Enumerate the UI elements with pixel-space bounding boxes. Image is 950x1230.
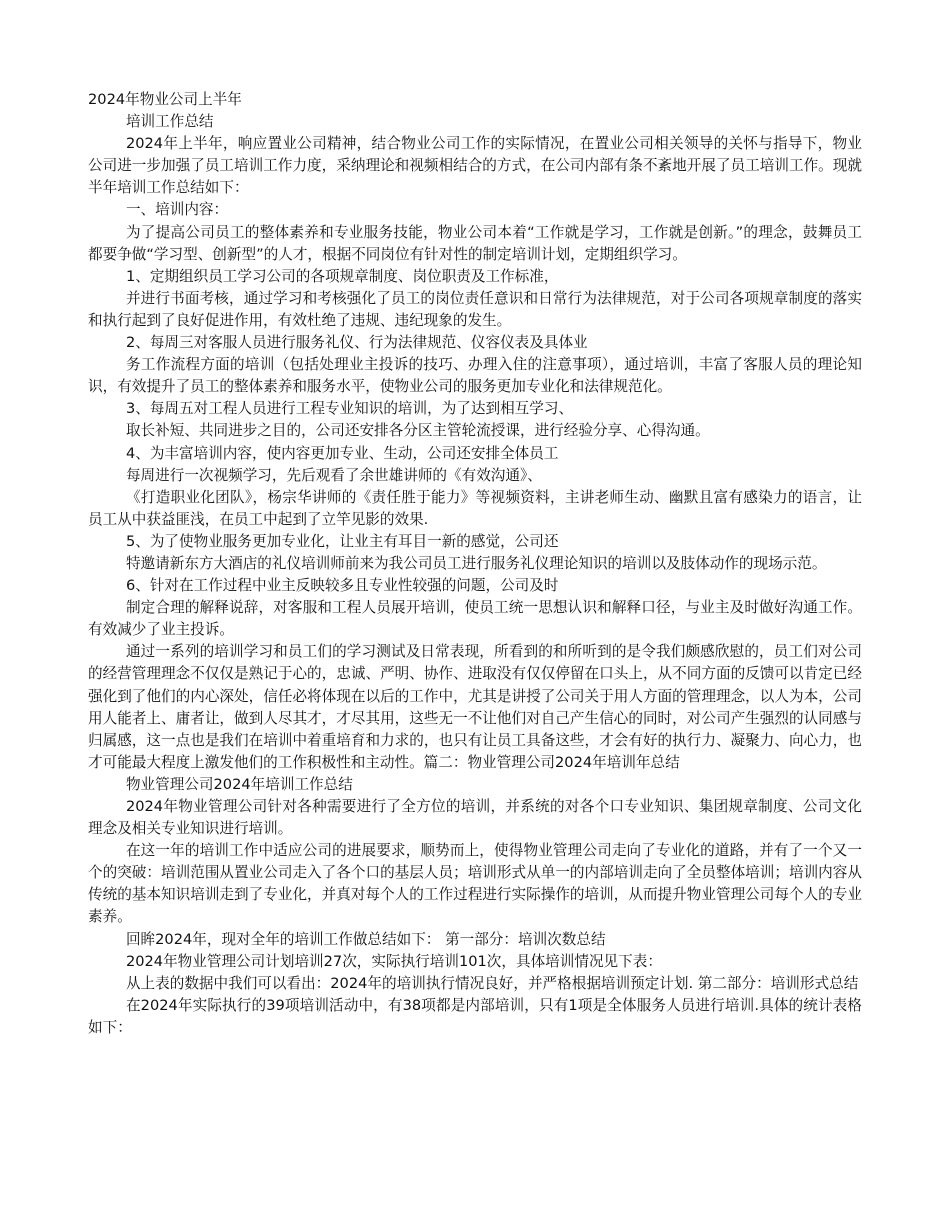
paragraph: 取长补短、共同进步之目的，公司还安排各分区主管轮流授课，进行经验分享、心得沟通。 <box>125 422 710 440</box>
paragraph: 每周进行一次视频学习，先后观看了余世雄讲师的《有效沟通》、 <box>125 466 542 484</box>
paragraph: 从上表的数据中我们可以看出：2024年的培训执行情况良好，并严格根据培训预定计划. 第二部分：培训形式总结 <box>125 974 859 992</box>
paragraph: 2024年物业管理公司计划培训27次，实际执行培训101次，具体培训情况见下表： <box>125 952 662 970</box>
paragraph: 回眸2024年，现对全年的培训工作做总结如下： 第一部分：培训次数总结 <box>125 930 606 948</box>
paragraph: 在这一年的培训工作中适应公司的进展要求，顺势而上，使得物业管理公司走向了专业化的道路，并有了一个又一个的突破：培训范围从置业公司走入了各个口的基层人员；培训形式从单一的内部培训走向了全员整体培训；培训内容从传统的基本知识培训走到了专业化，并真对每个人的工作过程进行实际操作的培训，从而提升物业管理公司每个人的专业素养。 <box>88 842 862 926</box>
paragraph: 1、定期组织员工学习公司的各项规章制度、岗位职责及工作标准， <box>125 267 559 285</box>
paragraph: 2、每周三对客服人员进行服务礼仪、行为法律规范、仪容仪表及具体业 <box>125 334 588 352</box>
paragraph: 一、培训内容： <box>125 201 229 219</box>
paragraph: 务工作流程方面的培训（包括处理业主投诉的技巧、办理入住的注意事项），通过培训，丰富了客服人员的理论知识，有效提升了员工的整体素养和服务水平，使物业公司的服务更加专业化和法律规范化。 <box>88 356 862 396</box>
paragraph: 为了提高公司员工的整体素养和专业服务技能，物业公司本着“工作就是学习，工作就是创新。”的理念，鼓舞员工都要争做“学习型、创新型”的人才，根据不同岗位有针对性的制定培训计划，定期组织学习。 <box>88 223 862 263</box>
paragraph: 6、针对在工作过程中业主反映较多且专业性较强的问题，公司及时 <box>125 577 559 595</box>
paragraph: 培训工作总结 <box>125 113 214 131</box>
paragraph: 4、为丰富培训内容，使内容更加专业、生动，公司还安排全体员工 <box>125 444 559 462</box>
paragraph: 特邀请新东方大酒店的礼仪培训师前来为我公司员工进行服务礼仪理论知识的培训以及肢体动作的现场示范。 <box>125 554 827 572</box>
paragraph: 通过一系列的培训学习和员工们的学习测试及日常表现，所看到的和所听到的是令我们颇感欣慰的，员工们对公司的经营管理理念不仅仅是熟记于心的，忠诚、严明、协作、进取没有仅仅停留在口头上，从不同方面的反馈可以肯定已经强化到了他们的内心深处，信任必将体现在以后的工作中，尤其是讲授了公司关于用人方面的管理理念，以人为本，公司用人能者上、庸者让，做到人尽其才，才尽其用，这些无一不让他们对自己产生信心的同时，对公司产生强烈的认同感与归属感，这一点也是我们在培训中着重培育和力求的，也只有让员工具备这些，才会有好的执行力、凝聚力、向心力，也才可能最大程度上激发他们的工作积极性和主动性。篇二：物业管理公司2024年培训年总结 <box>88 643 862 771</box>
paragraph: 《打造职业化团队》，杨宗华讲师的《责任胜于能力》等视频资料，主讲老师生动、幽默且富有感染力的语言，让员工从中获益匪浅，在员工中起到了立竿见影的效果. <box>88 488 862 528</box>
paragraph: 3、每周五对工程人员进行工程专业知识的培训，为了达到相互学习、 <box>125 400 574 418</box>
paragraph: 并进行书面考核，通过学习和考核强化了员工的岗位责任意识和日常行为法律规范，对于公司各项规章制度的落实和执行起到了良好促进作用，有效杜绝了违规、违纪现象的发生。 <box>88 289 862 329</box>
paragraph: 2024年物业公司上半年 <box>88 91 242 108</box>
paragraph: 物业管理公司2024年培训工作总结 <box>125 775 353 793</box>
paragraph: 5、为了使物业服务更加专业化，让业主有耳目一新的感觉，公司还 <box>125 532 559 550</box>
paragraph: 在2024年实际执行的39项培训活动中，有38项都是内部培训，只有1项是全体服务人员进行培训.具体的统计表格如下： <box>88 996 862 1036</box>
paragraph: 2024年上半年，响应置业公司精神，结合物业公司工作的实际情况，在置业公司相关领导的关怀与指导下，物业公司进一步加强了员工培训工作力度，采纳理论和视频相结合的方式，在公司内部有条不紊地开展了员工培训工作。现就半年培训工作总结如下： <box>88 135 862 197</box>
paragraph: 2024年物业管理公司针对各种需要进行了全方位的培训，并系统的对各个口专业知识、集团规章制度、公司文化理念及相关专业知识进行培训。 <box>88 798 862 838</box>
paragraph: 制定合理的解释说辞，对客服和工程人员展开培训，使员工统一思想认识和解释口径，与业主及时做好沟通工作。有效减少了业主投诉。 <box>88 599 862 639</box>
